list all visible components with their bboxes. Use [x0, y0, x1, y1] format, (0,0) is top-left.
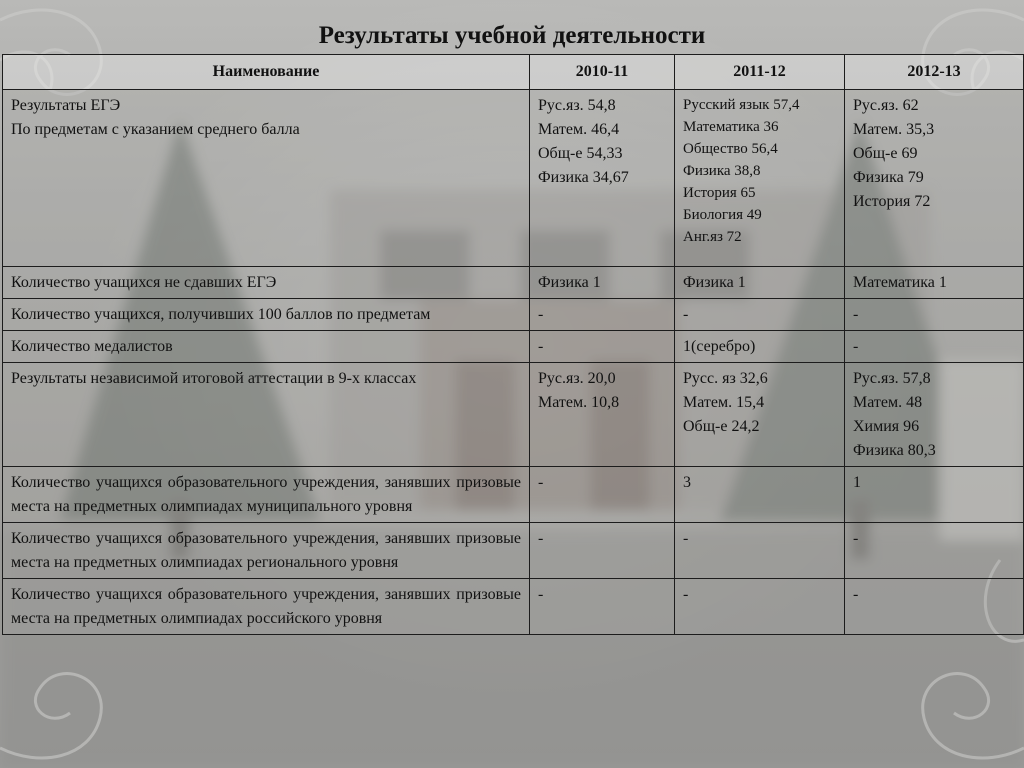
- cell-2012-13: -: [845, 299, 1024, 331]
- cell-2011-12: -: [675, 579, 845, 635]
- cell-2012-13: 1: [845, 467, 1024, 523]
- cell-2012-13: [845, 363, 1024, 467]
- table-row: [3, 331, 1024, 363]
- row-name-cell: Результаты независимой итоговой аттестации в 9-х классах: [3, 363, 530, 467]
- cell-line: История 72: [853, 193, 931, 210]
- cell-line: Физика 38,8: [683, 163, 761, 179]
- cell-line: Физика 79: [853, 169, 924, 186]
- cell-2010-11: -: [530, 579, 675, 635]
- cell-line: Анг.яз 72: [683, 229, 742, 245]
- slide-title: Результаты учебной деятельности: [318, 22, 706, 49]
- row-name-cell: Количество учащихся образовательного учреждения, занявших призовые места на предметных олимпиадах регионального уровня: [3, 523, 530, 579]
- cell-2011-12: 1(серебро): [675, 331, 845, 363]
- cell-line: Рус.яз. 62: [853, 97, 919, 114]
- row-name-cell: Количество учащихся не сдавших ЕГЭ: [3, 267, 530, 299]
- cell-2012-13: [845, 90, 1024, 267]
- cell-2012-13: -: [845, 523, 1024, 579]
- header-2010-11: 2010-11: [530, 55, 675, 90]
- cell-line: Общ-е 24,2: [683, 418, 760, 435]
- cell-line: Рус.яз. 20,0: [538, 370, 616, 387]
- row-name-cell: Количество учащихся, получивших 100 баллов по предметам: [3, 299, 530, 331]
- header-2012-13: 2012-13: [845, 55, 1024, 90]
- cell-line: Матем. 48: [853, 394, 923, 411]
- table-row: [3, 267, 1024, 299]
- cell-line: Матем. 35,3: [853, 121, 935, 138]
- results-table: [2, 54, 1024, 635]
- cell-2011-12: 3: [675, 467, 845, 523]
- table-row: [3, 90, 1024, 267]
- cell-line: Математика 36: [683, 119, 779, 135]
- cell-line: Матем. 15,4: [683, 394, 765, 411]
- row-name-cell: Количество учащихся образовательного учреждения, занявших призовые места на предметных олимпиадах муниципального уровня: [3, 467, 530, 523]
- cell-line: Матем. 10,8: [538, 394, 620, 411]
- row-name-line: Результаты ЕГЭ: [11, 97, 121, 114]
- table-row: [3, 363, 1024, 467]
- cell-line: Матем. 46,4: [538, 121, 620, 138]
- header-name: Наименование: [3, 55, 530, 90]
- cell-line: Общ-е 69: [853, 145, 918, 162]
- cell-2011-12: [675, 363, 845, 467]
- table-row: [3, 523, 1024, 579]
- cell-2010-11: [530, 90, 675, 267]
- header-row: [3, 55, 1024, 90]
- cell-2012-13: -: [845, 331, 1024, 363]
- cell-line: Химия 96: [853, 418, 920, 435]
- cell-line: История 65: [683, 185, 756, 201]
- header-2011-12: 2011-12: [675, 55, 845, 90]
- cell-line: Биология 49: [683, 207, 762, 223]
- row-name-cell: Количество медалистов: [3, 331, 530, 363]
- table-row: [3, 579, 1024, 635]
- row-name-cell: Количество учащихся образовательного учреждения, занявших призовые места на предметных олимпиадах российского уровня: [3, 579, 530, 635]
- cell-2012-13: Математика 1: [845, 267, 1024, 299]
- cell-line: Общество 56,4: [683, 141, 778, 157]
- cell-line: Русский язык 57,4: [683, 97, 800, 113]
- cell-2010-11: -: [530, 467, 675, 523]
- cell-line: Русс. яз 32,6: [683, 370, 768, 387]
- cell-2011-12: -: [675, 523, 845, 579]
- cell-line: Общ-е 54,33: [538, 145, 623, 162]
- cell-2010-11: Физика 1: [530, 267, 675, 299]
- table-row: [3, 467, 1024, 523]
- row-name-line: По предметам с указанием среднего балла: [11, 121, 300, 138]
- cell-2010-11: -: [530, 331, 675, 363]
- cell-line: Рус.яз. 57,8: [853, 370, 931, 387]
- row-name-cell: [3, 90, 530, 267]
- cell-line: Физика 80,3: [853, 442, 936, 459]
- cell-2011-12: -: [675, 299, 845, 331]
- cell-2011-12: [675, 90, 845, 267]
- cell-2010-11: [530, 363, 675, 467]
- cell-2010-11: -: [530, 299, 675, 331]
- cell-2012-13: -: [845, 579, 1024, 635]
- table-row: [3, 299, 1024, 331]
- cell-line: Физика 34,67: [538, 169, 629, 186]
- cell-2010-11: -: [530, 523, 675, 579]
- cell-2011-12: Физика 1: [675, 267, 845, 299]
- cell-line: Рус.яз. 54,8: [538, 97, 616, 114]
